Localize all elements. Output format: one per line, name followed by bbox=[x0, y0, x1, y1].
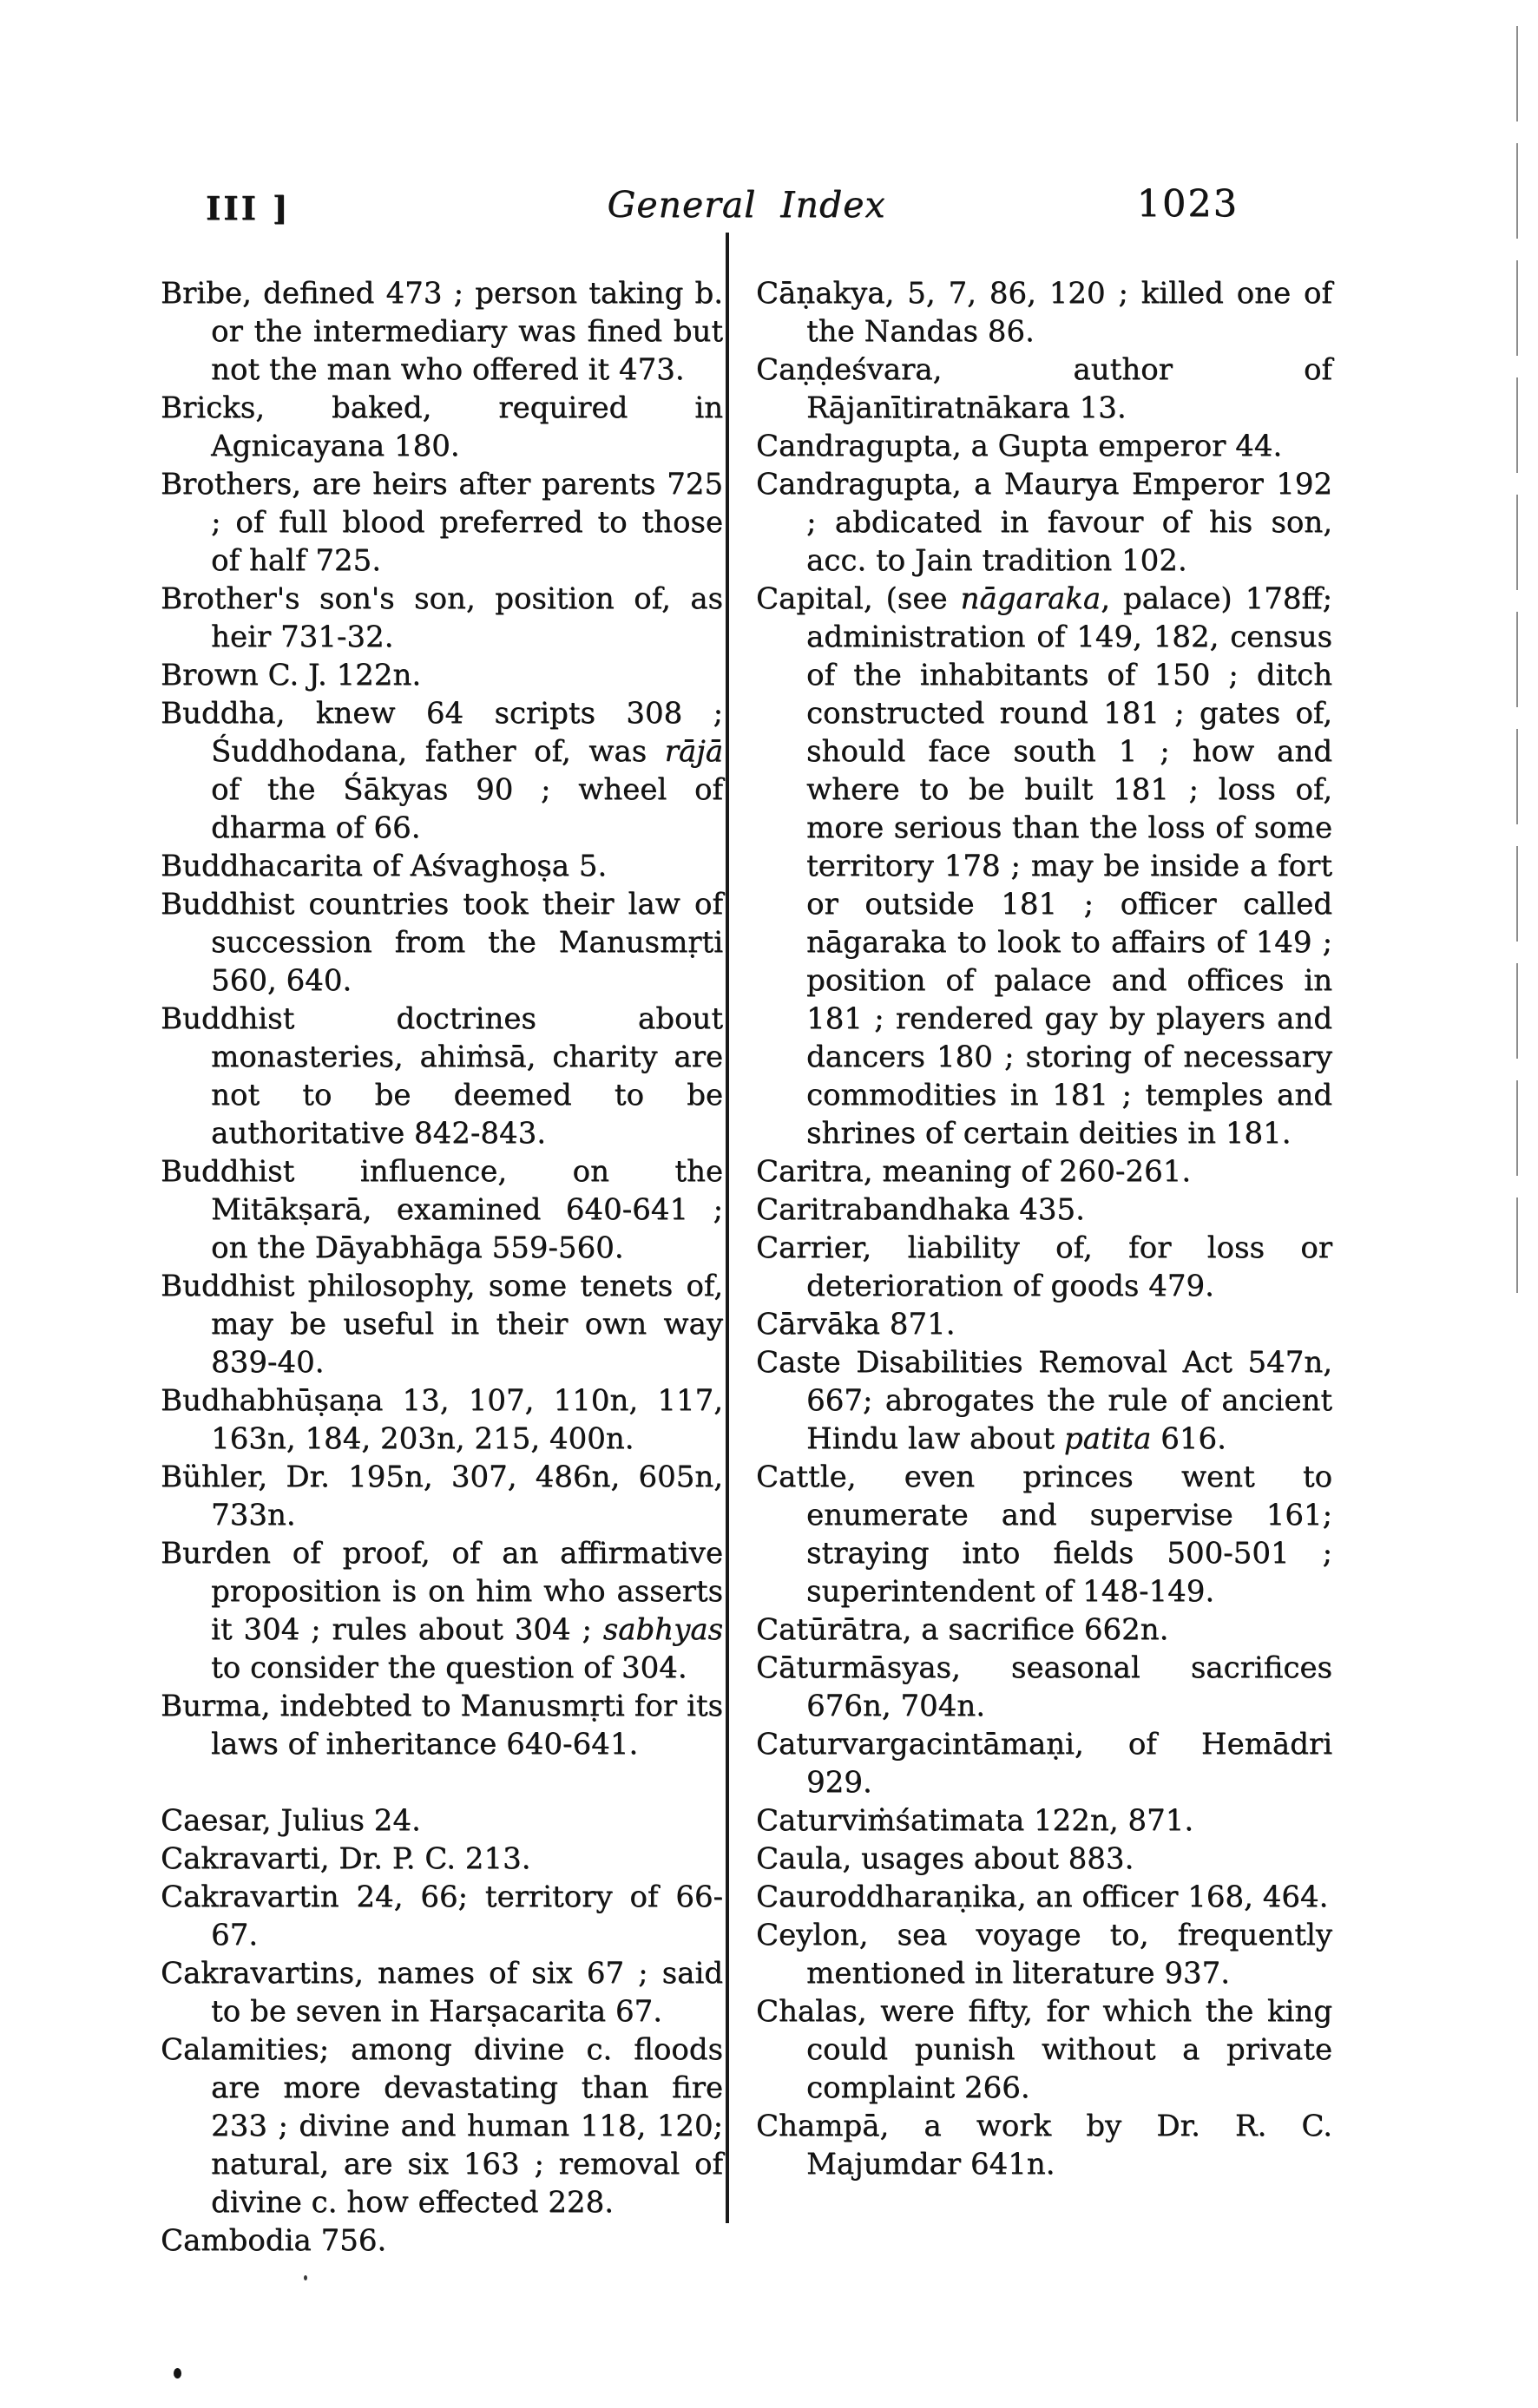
entry-text: to consider the question of 304. bbox=[211, 1650, 687, 1685]
entry-text: Budhabhūṣaṇa 13, 107, 110n, 117, 163n, 184, 203n, 215, 400n. bbox=[161, 1383, 723, 1456]
index-columns bbox=[161, 274, 1332, 2260]
index-entry bbox=[756, 1191, 1332, 1229]
entry-text: Capital, (see bbox=[756, 581, 961, 616]
index-entry bbox=[756, 1801, 1332, 1840]
entry-text: Brothers, are heirs after parents 725 ; of full blood preferred to those of half 725. bbox=[161, 467, 723, 578]
index-entry bbox=[756, 2107, 1332, 2183]
entry-text: of the Śākyas 90 ; wheel of dharma of 66. bbox=[211, 772, 723, 845]
page-number: 1023 bbox=[1136, 182, 1239, 226]
entry-text: Carrier, liability of, for loss or deterioration of goods 479. bbox=[756, 1230, 1332, 1303]
index-entry bbox=[161, 2031, 723, 2221]
entry-text: Caṇḍeśvara, author of Rājanītiratnākara 13. bbox=[756, 352, 1332, 425]
left-column bbox=[161, 274, 723, 2260]
index-entry bbox=[161, 2221, 723, 2260]
index-entry bbox=[161, 656, 723, 694]
index-entry bbox=[756, 1649, 1332, 1725]
entry-text: Chalas, were fifty, for which the king could punish without a private complaint 266. bbox=[756, 1994, 1332, 2105]
entry-text: Bricks, baked, required in Agnicayana 180. bbox=[161, 390, 723, 463]
entry-text: Buddhist influence, on the Mitākṣarā, examined 640-641 ; on the Dāyabhāga 559-560. bbox=[161, 1154, 723, 1265]
entry-text: Buddha, knew 64 scripts 308 ; Śuddhodana, father of, was bbox=[161, 696, 723, 769]
entry-text: Candragupta, a Maurya Emperor 192 ; abdicated in favour of his son, acc. to Jain tradition 102. bbox=[756, 467, 1332, 578]
entry-italic-term: nāgaraka bbox=[960, 581, 1101, 616]
entry-text: Caturviṁśatimata 122n, 871. bbox=[756, 1803, 1194, 1838]
index-entry bbox=[161, 847, 723, 885]
entry-text: Brother's son's son, position of, as heir 731-32. bbox=[161, 581, 723, 654]
entry-text: Cakravarti, Dr. P. C. 213. bbox=[161, 1841, 531, 1876]
entry-text: Ceylon, sea voyage to, frequently mentioned in literature 937. bbox=[756, 1918, 1332, 1991]
entry-text: Cakravartins, names of six 67 ; said to be seven in Harṣacarita 67. bbox=[161, 1956, 723, 2029]
index-entry bbox=[756, 351, 1332, 427]
index-entry bbox=[161, 1267, 723, 1381]
index-entry bbox=[756, 1725, 1332, 1801]
entry-text: Buddhacarita of Aśvaghoṣa 5. bbox=[161, 849, 608, 883]
index-entry bbox=[161, 274, 723, 389]
index-entry bbox=[756, 1878, 1332, 1916]
entry-text: Buddhist doctrines about monasteries, ahiṁsā, charity are not to be deemed to be authoritative 842-843. bbox=[161, 1001, 723, 1151]
entry-italic-term: patita bbox=[1063, 1421, 1152, 1456]
entry-text: Candragupta, a Gupta emperor 44. bbox=[756, 429, 1283, 463]
entry-text: Cauroddharaṇika, an officer 168, 464. bbox=[756, 1880, 1329, 1914]
entry-text: Bribe, defined 473 ; person taking b. or the intermediary was fined but not the man who offered it 473. bbox=[161, 276, 723, 387]
index-entry bbox=[161, 1840, 723, 1878]
index-entry bbox=[756, 1992, 1332, 2107]
entry-text: Catūrātra, a sacrifice 662n. bbox=[756, 1612, 1169, 1647]
index-entry bbox=[161, 1954, 723, 2031]
entry-text: Cattle, even princes went to enumerate and supervise 161; straying into fields 500-501 ; superintendent of 148-149. bbox=[756, 1460, 1332, 1609]
volume-label: III ] bbox=[206, 189, 291, 227]
index-entry bbox=[756, 1458, 1332, 1611]
index-entry bbox=[756, 1343, 1332, 1458]
index-entry bbox=[756, 1916, 1332, 1992]
entry-text: Caturvargacintāmaṇi, of Hemādri 929. bbox=[756, 1727, 1332, 1800]
index-entry bbox=[756, 465, 1332, 580]
entry-text: Cārvāka 871. bbox=[756, 1307, 956, 1342]
index-entry bbox=[161, 389, 723, 465]
entry-text: Champā, a work by Dr. R. C. Majumdar 641n. bbox=[756, 2109, 1332, 2182]
entry-text: Bühler, Dr. 195n, 307, 486n, 605n, 733n. bbox=[161, 1460, 723, 1532]
entry-text: Burden of proof, of an affirmative proposition is on him who asserts it 304 ; rules about 304 ; bbox=[161, 1536, 723, 1647]
index-entry bbox=[161, 694, 723, 847]
right-column bbox=[756, 274, 1332, 2183]
entry-italic-term: rājā bbox=[664, 734, 723, 769]
index-entry bbox=[756, 1611, 1332, 1649]
index-entry bbox=[756, 427, 1332, 465]
index-entry bbox=[756, 580, 1332, 1152]
index-entry bbox=[161, 1687, 723, 1763]
entry-text: , palace) 178ff; administration of 149, 182, census of the inhabitants of 150 ; ditch constructed round 181 ; gates of, should face south 1 ; how and where to be built 181 ; loss of, more serious than the loss of some territory 178 ; may be inside a fort or outside 181 ; officer called nāgaraka to look to affairs of 149 ; position of palace and offices in 181 ; rendered gay by players and dancers 180 ; storing of necessary commodities in 181 ; temples and shrines of certain deities in 181. bbox=[806, 581, 1332, 1151]
index-entry bbox=[756, 1305, 1332, 1343]
index-entry bbox=[161, 1878, 723, 1954]
entry-text: 616. bbox=[1151, 1421, 1226, 1456]
entry-text: Cakravartin 24, 66; territory of 66-67. bbox=[161, 1880, 723, 1952]
entry-text: Buddhist countries took their law of succession from the Manusmṛti 560, 640. bbox=[161, 887, 723, 998]
entry-text: Caritra, meaning of 260-261. bbox=[756, 1154, 1192, 1189]
index-entry bbox=[161, 1381, 723, 1458]
entry-text: Buddhist philosophy, some tenets of, may be useful in their own way 839-40. bbox=[161, 1269, 723, 1380]
page-title: General Index bbox=[607, 184, 886, 226]
index-entry bbox=[161, 1458, 723, 1534]
entry-text: Cambodia 756. bbox=[161, 2223, 387, 2258]
entry-text: Burma, indebted to Manusmṛti for its laws of inheritance 640-641. bbox=[161, 1689, 723, 1762]
index-entry bbox=[161, 1534, 723, 1687]
entry-text: Brown C. J. 122n. bbox=[161, 658, 422, 692]
index-entry bbox=[161, 1000, 723, 1152]
index-entry bbox=[161, 580, 723, 656]
index-entry bbox=[756, 274, 1332, 351]
entry-text: Caritrabandhaka 435. bbox=[756, 1192, 1085, 1227]
page-header bbox=[161, 182, 1332, 238]
entry-text: Caste Disabilities Removal Act 547n, 667; abrogates the rule of ancient Hindu law about bbox=[756, 1345, 1332, 1456]
entry-text: Caesar, Julius 24. bbox=[161, 1803, 421, 1838]
entry-text: Caula, usages about 883. bbox=[756, 1841, 1134, 1876]
index-entry bbox=[756, 1152, 1332, 1191]
entry-text: Cāṇakya, 5, 7, 86, 120 ; killed one of the Nandas 86. bbox=[756, 276, 1332, 349]
ink-speck bbox=[174, 2368, 181, 2378]
index-entry bbox=[756, 1229, 1332, 1305]
entry-text: Cāturmāsyas, seasonal sacrifices 676n, 704n. bbox=[756, 1650, 1332, 1723]
index-entry bbox=[161, 465, 723, 580]
index-entry bbox=[161, 1801, 723, 1840]
entry-italic-term: sabhyas bbox=[602, 1612, 723, 1647]
index-entry bbox=[161, 1152, 723, 1267]
index-entry bbox=[756, 1840, 1332, 1878]
index-entry bbox=[161, 885, 723, 1000]
entry-text: Calamities; among divine c. floods are more devastating than fire 233 ; divine and human 118, 120; natural, are six 163 ; removal of divine c. how effected 228. bbox=[161, 2032, 723, 2220]
scan-edge-artifact bbox=[1516, 26, 1518, 1302]
ink-speck bbox=[304, 2275, 307, 2280]
